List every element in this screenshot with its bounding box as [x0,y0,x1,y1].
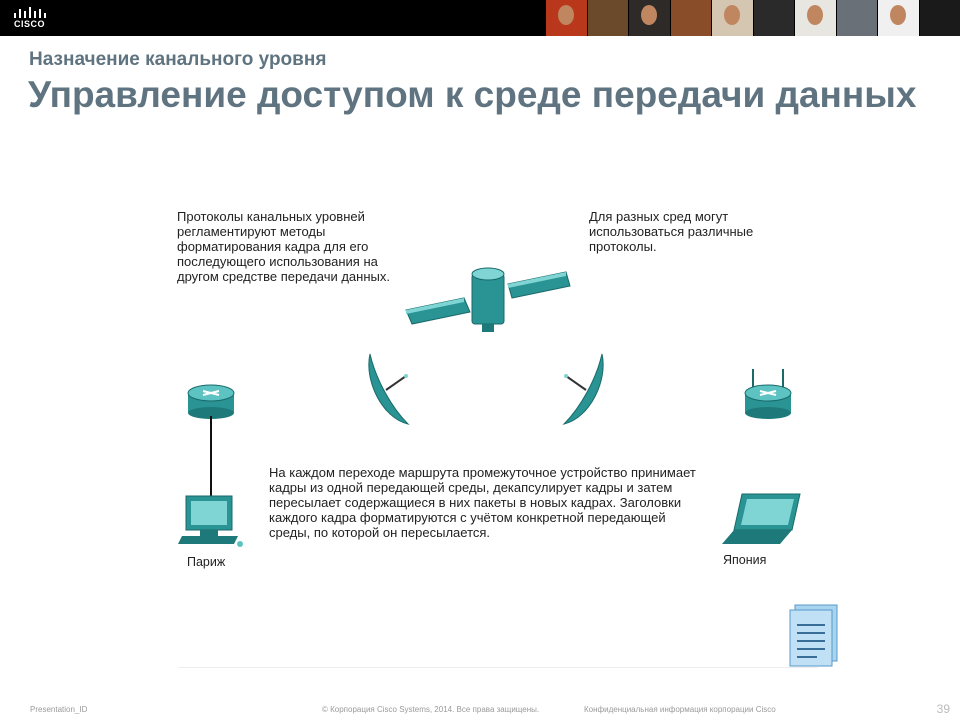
people-photo [794,0,836,36]
desktop-pc-icon [178,494,244,552]
satellite-icon [404,262,570,334]
people-photo [919,0,960,36]
people-photo-strip [545,0,960,36]
people-photo [711,0,753,36]
wireless-router-icon [743,367,793,419]
label-japan: Япония [723,553,767,567]
satellite-dish-left-icon [362,350,412,428]
satellite-dish-right-icon [560,350,610,428]
page-number: 39 [936,702,950,716]
link-cable [209,416,213,496]
document-icon[interactable] [787,605,841,667]
people-photo [877,0,919,36]
note-frame-formatting: Протоколы канальных уровней регламентируют методы форматирования кадра для его последующего использования на другом средстве передачи данных. [177,209,390,284]
laptop-icon [720,492,802,550]
slide-subtitle: Назначение канального уровня [29,49,327,70]
brand-name: CISCO [14,19,46,29]
confidential-text: Конфиденциальная информация корпорации Cisco [584,705,776,714]
label-paris: Париж [187,555,226,569]
copyright-text: © Корпорация Cisco Systems, 2014. Все права защищены. [322,705,540,714]
person-face [558,5,574,25]
person-face [890,5,906,25]
router-left-icon [186,383,236,419]
people-photo [836,0,878,36]
people-photo [628,0,670,36]
person-face [641,5,657,25]
people-photo [670,0,712,36]
person-face [724,5,740,25]
slide-title: Управление доступом к среде передачи данных [28,74,917,115]
presentation-id: Presentation_ID [30,705,88,714]
person-face [807,5,823,25]
header-bar [0,0,960,36]
people-photo [753,0,795,36]
people-photo [587,0,629,36]
note-hop-decapsulation: На каждом переходе маршрута промежуточное устройство принимает кадры из одной передающей среды, декапсулирует кадры и затем пересылает содержащиеся в них пакеты в новых кадрах. Заголовки каждого кадра форматируются с учётом конкретной передающей среды, по которой он пересылается. [269,465,696,540]
people-photo [545,0,587,36]
note-different-media: Для разных сред могут использоваться различные протоколы. [589,209,754,254]
divider [178,667,818,668]
